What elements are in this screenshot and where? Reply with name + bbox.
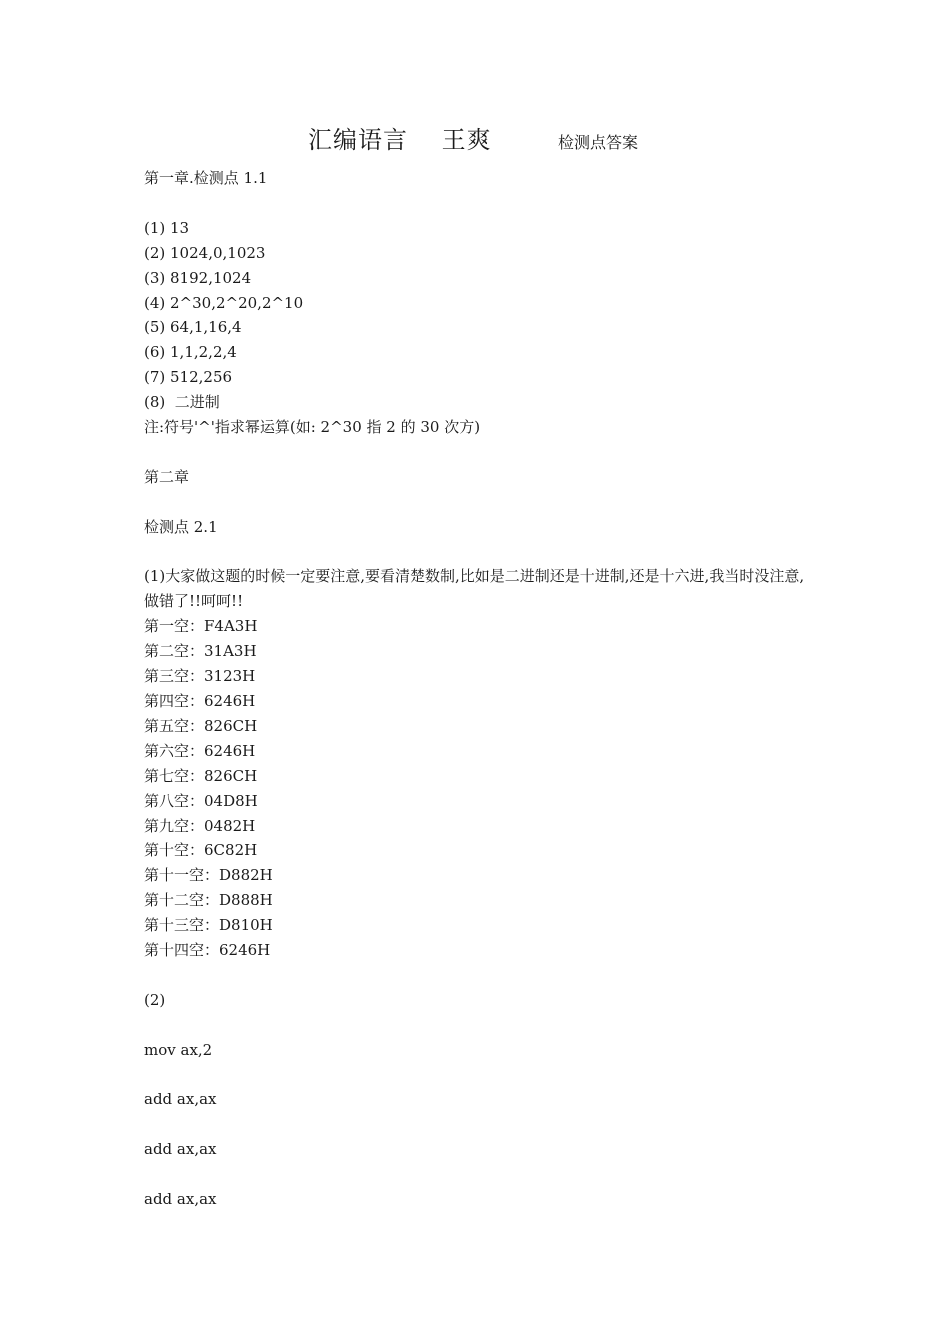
blank-line bbox=[144, 540, 814, 565]
blank-answer: 第五空：826CH bbox=[144, 716, 258, 735]
blank-line bbox=[144, 1112, 814, 1137]
blank-answer: 第十四空：6246H bbox=[144, 941, 271, 960]
blank-answer: 第八空：04D8H bbox=[144, 791, 258, 810]
chapter1-answer: (1) 13 bbox=[144, 218, 190, 237]
blank-line bbox=[144, 440, 814, 465]
question1-intro: (1)大家做这题的时候一定要注意,要看清楚数制,比如是二进制还是十进制,还是十六进,我当时没注意,做错了!!呵呵!! bbox=[144, 567, 805, 611]
question2-label: (2) bbox=[144, 990, 166, 1009]
title-row bbox=[0, 124, 950, 158]
chapter1-answer: (2) 1024,0,1023 bbox=[144, 243, 266, 262]
chapter2-heading: 第二章 bbox=[144, 467, 190, 486]
document-subtitle: 检测点答案 bbox=[558, 133, 639, 152]
blank-line bbox=[144, 1013, 814, 1038]
document-body bbox=[144, 166, 814, 1212]
code-line: add ax,ax bbox=[144, 1140, 217, 1159]
blank-answer: 第三空：3123H bbox=[144, 667, 256, 686]
code-line: add ax,ax bbox=[144, 1090, 217, 1109]
document-title: 汇编语言 王爽 bbox=[308, 126, 492, 154]
blank-answer: 第六空：6246H bbox=[144, 741, 256, 760]
chapter1-answer: (3) 8192,1024 bbox=[144, 268, 252, 287]
blank-answer: 第七空：826CH bbox=[144, 766, 258, 785]
blank-answer: 第一空：F4A3H bbox=[144, 617, 258, 636]
blank-line bbox=[144, 1162, 814, 1187]
blank-answer: 第十二空：D888H bbox=[144, 891, 273, 910]
blank-line bbox=[144, 1063, 814, 1088]
chapter1-answer: (7) 512,256 bbox=[144, 368, 233, 387]
section-heading: 检测点 2.1 bbox=[144, 517, 218, 536]
chapter1-heading: 第一章.检测点 1.1 bbox=[144, 169, 268, 187]
blank-answer: 第十一空：D882H bbox=[144, 866, 273, 885]
blank-answer: 第十三空：D810H bbox=[144, 916, 273, 935]
chapter1-answer: (5) 64,1,16,4 bbox=[144, 318, 242, 337]
chapter1-answer: (4) 2^30,2^20,2^10 bbox=[144, 293, 304, 312]
chapter1-note: 注:符号'^'指求幂运算(如: 2^30 指 2 的 30 次方) bbox=[144, 418, 481, 437]
code-line: mov ax,2 bbox=[144, 1040, 213, 1059]
code-line: add ax,ax bbox=[144, 1190, 217, 1209]
blank-line bbox=[144, 191, 814, 216]
chapter1-answer: (6) 1,1,2,2,4 bbox=[144, 343, 237, 362]
chapter1-answer: (8) 二进制 bbox=[144, 393, 220, 412]
blank-answer: 第四空：6246H bbox=[144, 691, 256, 710]
blank-answer: 第十空：6C82H bbox=[144, 841, 258, 860]
blank-line bbox=[144, 490, 814, 515]
blank-answer: 第九空：0482H bbox=[144, 816, 256, 835]
blank-line bbox=[144, 963, 814, 988]
blank-answer: 第二空：31A3H bbox=[144, 642, 257, 661]
